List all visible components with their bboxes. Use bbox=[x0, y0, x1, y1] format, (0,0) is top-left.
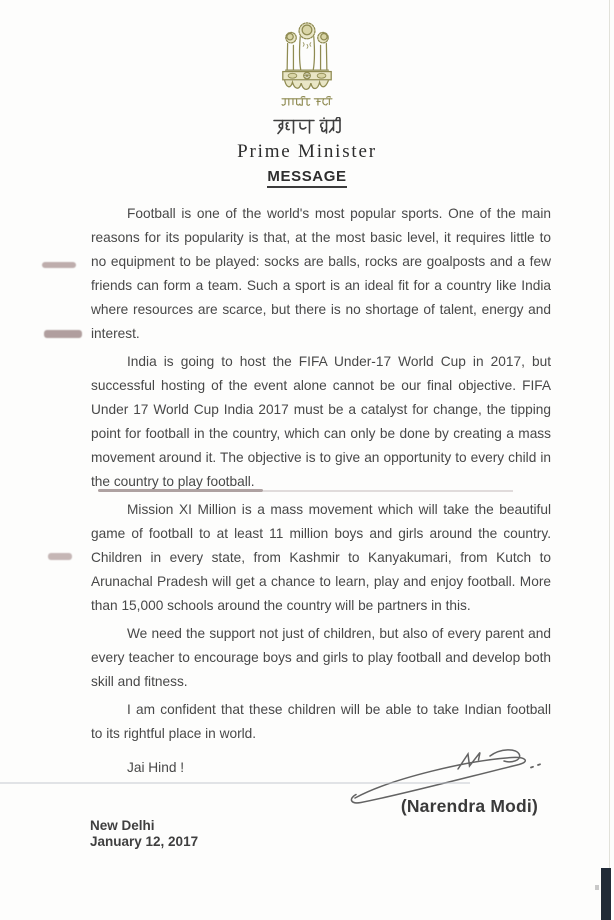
paragraph-line: reasons for its popularity is that, at the most basic level, it requires little to bbox=[91, 230, 551, 245]
scan-artifact-speck bbox=[595, 885, 599, 890]
dateline-place: New Delhi bbox=[90, 818, 155, 833]
paragraph-line: point for football in the country, which can only be done by creating a mass bbox=[91, 426, 551, 441]
paragraph-line: no equipment to be played: socks are balls, rocks are goalposts and a few bbox=[91, 254, 551, 269]
paragraph bbox=[91, 350, 551, 494]
paragraph-line: game of football to at least 11 million boys and girls around the country. bbox=[91, 526, 551, 541]
message-heading-row bbox=[0, 168, 614, 188]
pm-title-hindi bbox=[0, 117, 614, 142]
paragraph-line: I am confident that these children will be able to take Indian football bbox=[127, 702, 551, 717]
dateline bbox=[90, 818, 198, 850]
pm-title-english: Prime Minister bbox=[237, 141, 377, 162]
paragraph-line: Arunachal Pradesh will get a chance to learn, play and enjoy football. More bbox=[91, 574, 551, 589]
valediction: Jai Hind ! bbox=[127, 760, 185, 775]
scan-artifact-streak bbox=[98, 489, 263, 492]
satyameva-jayate-glyph bbox=[281, 96, 333, 109]
scan-artifact-smudge bbox=[48, 553, 72, 560]
paragraph-line: We need the support not just of children, but also of every parent and bbox=[127, 626, 551, 641]
paragraph-line: the country to play football. bbox=[91, 474, 255, 489]
paragraph bbox=[91, 622, 551, 694]
emblem-motto bbox=[0, 96, 614, 114]
paragraph-line: to its rightful place in world. bbox=[91, 726, 257, 741]
paragraph-line: India is going to host the FIFA Under-17 World Cup in 2017, but bbox=[127, 354, 551, 369]
letterhead bbox=[0, 20, 614, 101]
scan-artifact-smudge bbox=[42, 262, 76, 268]
scan-artifact-smudge bbox=[44, 330, 82, 338]
paragraph bbox=[91, 698, 551, 746]
scan-artifact-fold-line bbox=[0, 782, 470, 784]
message-heading: MESSAGE bbox=[267, 168, 346, 188]
paragraph-line: Mission XI Million is a mass movement which will take the beautiful bbox=[127, 502, 551, 517]
dateline-date: January 12, 2017 bbox=[90, 834, 199, 849]
paragraph-line: Football is one of the world's most popular sports. One of the main bbox=[127, 206, 551, 221]
paragraph-line: than 15,000 schools around the country will be partners in this. bbox=[91, 598, 471, 613]
paragraph-line: interest. bbox=[91, 326, 140, 341]
scan-artifact-corner-bar bbox=[601, 868, 611, 920]
paragraph-line: where resources are scarce, but there is no shortage of talent, energy and bbox=[91, 302, 551, 317]
pradhan-mantri-glyph bbox=[273, 117, 341, 137]
scan-artifact-streak bbox=[263, 490, 513, 492]
scan-artifact-page-edge bbox=[609, 0, 610, 920]
paragraph bbox=[91, 498, 551, 618]
paragraph-line: movement around it. The objective is to give an opportunity to every child in bbox=[91, 450, 551, 465]
paragraph-line: Children in every state, from Kashmir to Kanyakumari, from Kutch to bbox=[91, 550, 551, 565]
signatory-name: (Narendra Modi) bbox=[400, 796, 538, 816]
paragraph-line: skill and fitness. bbox=[91, 674, 188, 689]
ashoka-lion-capital-icon bbox=[276, 20, 338, 96]
paragraph-line: every teacher to encourage boys and girls to play football and develop both bbox=[91, 650, 551, 665]
paragraph-line: successful hosting of the event alone cannot be our final objective. FIFA bbox=[91, 378, 551, 393]
paragraph bbox=[91, 202, 551, 346]
paragraph-line: Under 17 World Cup India 2017 must be a catalyst for change, the tipping bbox=[91, 402, 551, 417]
paragraph-line: friends can form a team. Such a sport is an ideal fit for a country like India bbox=[91, 278, 551, 293]
